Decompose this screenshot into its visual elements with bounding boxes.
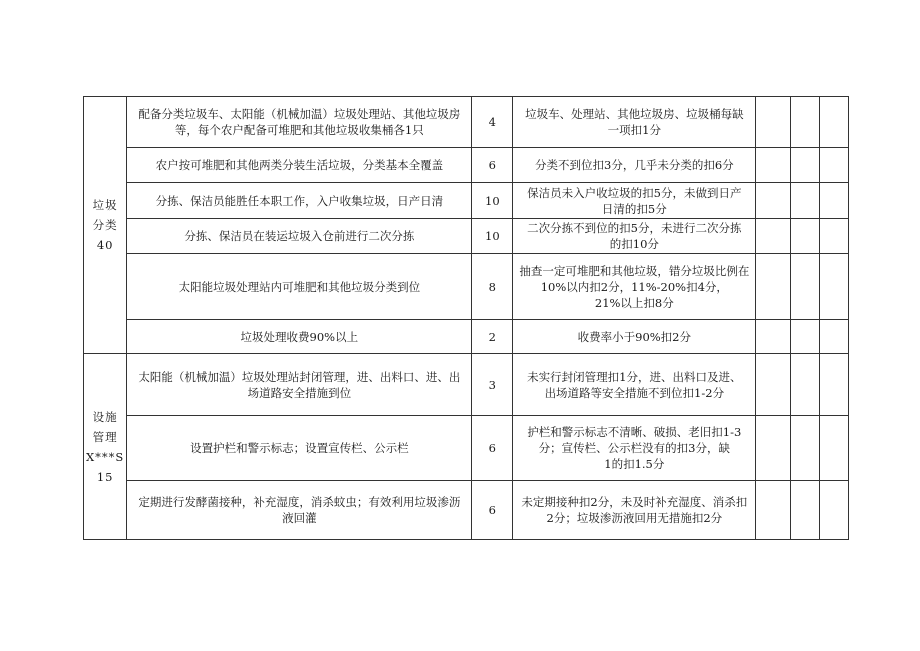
text-line: 未实行封闭管理扣1分，进、出料口及进、	[527, 369, 742, 384]
standard-cell	[127, 254, 472, 320]
table-row	[84, 97, 849, 148]
text-line: 日清的扣5分	[601, 201, 667, 216]
blank-score-cell[interactable]	[791, 148, 820, 183]
score-cell: 6	[472, 148, 513, 183]
blank-score-cell[interactable]	[820, 148, 849, 183]
standard-cell	[127, 320, 472, 354]
text-line: 保洁员未入户收垃圾的扣5分，未做到日产	[527, 185, 742, 200]
score-cell: 4	[472, 97, 513, 148]
blank-score-cell[interactable]	[791, 219, 820, 254]
text-line: 配备分类垃圾车、太阳能（机械加温）垃圾处理站、其他垃圾房	[138, 107, 461, 121]
blank-score-cell[interactable]	[791, 320, 820, 354]
text-line: 分拣、保洁员能胜任本职工作，入户收集垃圾，日产日清	[155, 193, 444, 208]
table-row	[84, 416, 849, 481]
blank-score-cell[interactable]	[756, 183, 791, 219]
blank-score-cell[interactable]	[820, 354, 849, 416]
text-line: 收费率小于90%扣2分	[577, 329, 692, 344]
blank-score-cell[interactable]	[791, 416, 820, 481]
text-line: 分；宣传栏、公示栏没有的扣3分，缺	[538, 441, 730, 455]
blank-score-cell[interactable]	[756, 148, 791, 183]
blank-score-cell[interactable]	[820, 97, 849, 148]
blank-score-cell[interactable]	[756, 416, 791, 481]
text-line: 等，每个农户配备可堆肥和其他垃圾收集桶各1只	[174, 123, 424, 137]
blank-score-cell[interactable]	[756, 320, 791, 354]
text-line: 21%以上扣8分	[594, 295, 674, 310]
text-line: 分类不到位扣3分，几乎未分类的扣6分	[535, 158, 734, 172]
category-label: 垃圾	[92, 198, 118, 212]
text-line: 二次分拣不到位的扣5分，未进行二次分拣	[527, 221, 742, 235]
text-line: 10%以内扣2分，11%-20%扣4分，	[540, 279, 728, 294]
score-cell: 6	[472, 416, 513, 481]
blank-score-cell[interactable]	[756, 481, 791, 540]
category-cell	[84, 97, 127, 354]
deduction-cell	[513, 219, 756, 254]
blank-score-cell[interactable]	[820, 219, 849, 254]
standard-cell	[127, 183, 472, 219]
text-line: 护栏和警示标志不清晰、破损、老旧扣1-3	[527, 425, 742, 439]
text-line: 出场道路等安全措施不到位扣1-2分	[544, 385, 725, 400]
blank-score-cell[interactable]	[820, 416, 849, 481]
score-cell: 2	[472, 320, 513, 354]
blank-score-cell[interactable]	[756, 219, 791, 254]
table-row	[84, 354, 849, 416]
category-label: X***S	[86, 449, 125, 464]
score-cell: 3	[472, 354, 513, 416]
deduction-cell	[513, 97, 756, 148]
standard-cell	[127, 97, 472, 148]
blank-score-cell[interactable]	[791, 97, 820, 148]
table-row	[84, 219, 849, 254]
table-row	[84, 254, 849, 320]
deduction-cell	[513, 354, 756, 416]
table-row	[84, 320, 849, 354]
text-line: 的扣10分	[609, 237, 659, 251]
score-cell: 6	[472, 481, 513, 540]
blank-score-cell[interactable]	[820, 183, 849, 219]
blank-score-cell[interactable]	[756, 354, 791, 416]
standard-cell	[127, 416, 472, 481]
text-line: 抽查一定可堆肥和其他垃圾，错分垃圾比例在	[519, 263, 750, 278]
blank-score-cell[interactable]	[820, 481, 849, 540]
text-line: 太阳能（机械加温）垃圾处理站封闭管理，进、出料口、进、出	[138, 369, 461, 384]
text-line: 农户按可堆肥和其他两类分装生活垃圾，分类基本全覆盖	[155, 158, 444, 172]
blank-score-cell[interactable]	[756, 97, 791, 148]
blank-score-cell[interactable]	[820, 254, 849, 320]
text-line: 2分；垃圾渗沥液回用无措施扣2分	[546, 511, 723, 525]
deduction-cell	[513, 254, 756, 320]
deduction-cell	[513, 481, 756, 540]
text-line: 液回灌	[282, 511, 317, 525]
category-label: 15	[96, 469, 114, 484]
table-row	[84, 481, 849, 540]
text-line: 一项扣1分	[607, 123, 661, 137]
standard-cell	[127, 481, 472, 540]
score-cell: 10	[472, 183, 513, 219]
text-line: 场道路安全措施到位	[247, 385, 352, 400]
text-line: 未定期接种扣2分，未及时补充湿度、消杀扣	[521, 495, 748, 509]
blank-score-cell[interactable]	[791, 254, 820, 320]
text-line: 1的扣1.5分	[604, 457, 665, 471]
category-label: 40	[96, 238, 114, 252]
blank-score-cell[interactable]	[791, 481, 820, 540]
category-label: 管理	[92, 429, 118, 444]
score-cell: 10	[472, 219, 513, 254]
deduction-cell	[513, 416, 756, 481]
standard-cell	[127, 219, 472, 254]
text-line: 垃圾处理收费90%以上	[240, 329, 359, 344]
assessment-table	[83, 96, 849, 540]
text-line: 分拣、保洁员在装运垃圾入仓前进行二次分拣	[184, 229, 415, 243]
category-cell	[84, 354, 127, 540]
deduction-cell	[513, 320, 756, 354]
table-row	[84, 148, 849, 183]
category-label: 设施	[92, 409, 118, 424]
text-line: 太阳能垃圾处理站内可堆肥和其他垃圾分类到位	[178, 279, 421, 294]
blank-score-cell[interactable]	[791, 183, 820, 219]
deduction-cell	[513, 148, 756, 183]
table-row	[84, 183, 849, 219]
blank-score-cell[interactable]	[820, 320, 849, 354]
standard-cell	[127, 148, 472, 183]
category-label: 分类	[92, 218, 118, 232]
text-line: 设置护栏和警示标志；设置宣传栏、公示栏	[190, 441, 409, 455]
blank-score-cell[interactable]	[756, 254, 791, 320]
score-cell: 8	[472, 254, 513, 320]
deduction-cell	[513, 183, 756, 219]
text-line: 垃圾车、处理站、其他垃圾房、垃圾桶每缺	[525, 107, 744, 121]
blank-score-cell[interactable]	[791, 354, 820, 416]
standard-cell	[127, 354, 472, 416]
text-line: 定期进行发酵菌接种，补充湿度，消杀蚊虫；有效利用垃圾渗沥	[138, 495, 461, 509]
